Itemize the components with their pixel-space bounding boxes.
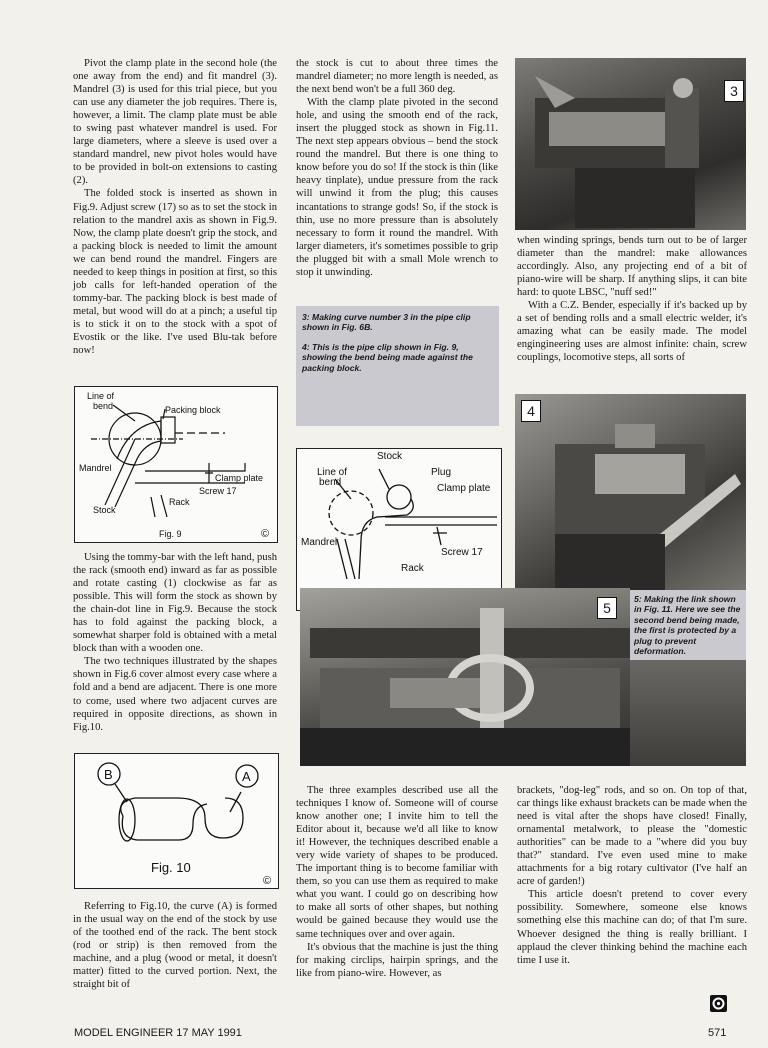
fig10-label-b: B [104, 767, 113, 782]
fig9-copyright: © [261, 528, 270, 540]
paragraph: The three examples described use all the techniques I know of. Someone will of course know another one; I invite him to tell the Editor about it, because we'd all like to know it! However, the techniques described enable a very wide variety of shapes to be produced. The important thing is to become familiar with them, so you can use them as required to make what you want. I could go on describing how to make all sorts of other shapes, but nothing would be gained because they would use the same techniques over and over again. [296, 785, 498, 940]
fig9-clamp-plate-label: Clamp plate [215, 473, 264, 483]
paragraph: Pivot the clamp plate in the second hole (the one away from the end) and fit mandrel (3). Mandrel (3) is used for this trial piece, but you can use any diameter the job requires. There is, however, a limit. The clamp plate must be able to swing past whatever mandrel is used. For large diameters, where a sleeve is used over a standard mandrel, new pivot holes would have to be provided in bolt-on extensions to casting (2). [73, 58, 277, 187]
fig9-title: Fig. 9 [159, 529, 182, 539]
fig9-rack-label: Rack [169, 497, 190, 507]
paragraph: Referring to Fig.10, the curve (A) is formed in the usual way on the end of the stock by use of the toothed end of the rack. The bent stock (rod or strip) is then removed from the machine, and a plug (wood or metal, it doesn't matter) fitted to the curved portion. Next, the straight bit of [73, 901, 277, 991]
figure-11 [296, 448, 502, 611]
fig9-mandrel-label: Mandrel [79, 463, 112, 473]
paragraph: The two techniques illustrated by the shapes shown in Fig.6 cover almost every case where a fold and a bend are adjacent. There is one more to come, used where two adjacent curves are required in opposite directions, as shown in Fig.10. [73, 656, 277, 733]
fig11-plug-label: Plug [431, 467, 452, 478]
paragraph: Using the tommy-bar with the left hand, push the rack (smooth end) inward as far as possible and rotate casting (1) clockwise as far as possible. This will form the stock as shown by the chain-dot line in Fig.9. Because the stock has to fold against the packing block, a somewhat sharper fold is obtained with a metal block than with a wooden one. [73, 552, 278, 655]
photo-3 [515, 58, 746, 230]
photo-3-number: 3 [724, 80, 744, 102]
column-2-bottom [296, 784, 498, 980]
paragraph: the stock is cut to about three times the mandrel diameter; no more length is needed, as the next bend won't be a full 360 deg. [296, 58, 498, 96]
column-3-top [517, 234, 747, 364]
caption-5: 5: Making the link shown in Fig. 11. Here we see the second bend being made, the first is protected by a plug to prevent deformation. [634, 594, 741, 657]
column-3-bottom [517, 784, 747, 967]
footer-magazine: MODEL ENGINEER 17 MAY 1991 [74, 1027, 242, 1039]
caption-4: 4: This is the pipe clip shown in Fig. 9, showing the bend being made against the packing block. [302, 341, 473, 373]
column-1-bottom [73, 900, 277, 991]
paragraph: when winding springs, bends turn out to be of larger diameter than the mandrel: make allowances accordingly. Also, any projecting end of a bit of piano-wire will be sharp. If anything slips, it can bite hard: to quote LBSC, "nuff sed!" [517, 235, 747, 299]
fig11-screw-label: Screw 17 [441, 547, 483, 558]
photo-4 [515, 394, 746, 590]
fig11-mandrel-label: Mandrel [301, 537, 338, 548]
fig9-line-of-bend: Line of [87, 391, 115, 401]
figure-10 [74, 753, 279, 889]
fig11-line-of-label: Line of [317, 467, 348, 478]
fig10-label-a: A [242, 769, 251, 784]
photo-5 [300, 588, 630, 766]
paragraph: It's obvious that the machine is just the thing for making circlips, hairpin springs, and the like from piano-wire. However, as [296, 941, 498, 979]
column-1-top [73, 57, 277, 357]
fig11-stock-label: Stock [377, 451, 403, 462]
paragraph: The folded stock is inserted as shown in Fig.9. Adjust screw (17) so as to set the stock in relation to the mandrel axis as shown in Fig.9. Now, the clamp plate doesn't grip the stock, and a packing block is needed to limit the amount we can bend round the mandrel. Fingers are needed to keep things in position at first, so this job calls for left-handed operation of the tommy-bar. The packing block is best made of metal, but wood will do at a pinch; a useful tip is to stick it on to the stock with a spot of Evostik or the like. I've used Blu-tak before now! [73, 188, 277, 357]
photo-5-right [630, 660, 746, 766]
fig9-screw-label: Screw 17 [199, 486, 237, 496]
fig11-clamp-plate-label: Clamp plate [437, 483, 491, 494]
photo-4-number: 4 [521, 400, 541, 422]
paragraph: This article doesn't pretend to cover every possibility. Somewhere, someone else knows something else this machine can do; of that I'm sure. Whoever designed the thing is really brilliant. I applaud the clever thinking behind the machine each time I use it. [517, 889, 747, 966]
column-2-top [296, 57, 498, 279]
fig9-packing-block-label: Packing block [165, 405, 221, 415]
paragraph: brackets, "dog-leg" rods, and so on. On top of that, car things like exhaust brackets can be made when the need is vital after the shops have closed! Finally, ornamental metalwork, to please the "domestic authorities" can be made to a "where did you buy that?" standard. I've even used mine to make attachments for a big rotary cultivator (I've half an acre of garden!) [517, 785, 747, 888]
paragraph: With the clamp plate pivoted in the second hole, and using the smooth end of the rack, insert the plugged stock as shown in Fig.11. The next step appears obvious – bend the stock round the mandrel. But there is one thing to know before you do so! If the stock is thin (like heavy tinplate), undue pressure from the rack will unwind it from the plug; this causes incantations to strange gods! So, if the stock is thin, use no more pressure than is absolutely necessary to form it round the mandrel. With larger diameters, it's sometimes possible to grip the plugged bit with a small Mole wrench to stop it unwinding. [296, 97, 498, 278]
footer-page-number: 571 [708, 1027, 727, 1039]
fig9-stock-label: Stock [93, 505, 116, 515]
fig11-rack-label: Rack [401, 563, 424, 574]
paragraph: With a C.Z. Bender, especially if it's backed up by a set of bending rolls and a small electric welder, it's amazing what can be easily made. The model engingineering uses are almost infinite: chain, screw couplings, locomotive steps, all sorts of [517, 300, 747, 364]
fig9-line-of-bend-2: bend [93, 401, 114, 411]
figure-9 [74, 386, 278, 543]
fig10-title: Fig. 10 [151, 860, 191, 875]
fig11-bend-label: bend [319, 477, 342, 488]
end-mark-icon [710, 995, 727, 1012]
photo-5-number: 5 [597, 597, 617, 619]
caption-3: 3: Making curve number 3 in the pipe clip shown in Fig. 6B. [302, 312, 471, 333]
column-1-middle [73, 551, 277, 734]
fig10-copyright: © [263, 875, 272, 887]
caption-photo-5 [630, 590, 746, 660]
caption-photo-3-4 [296, 306, 499, 426]
